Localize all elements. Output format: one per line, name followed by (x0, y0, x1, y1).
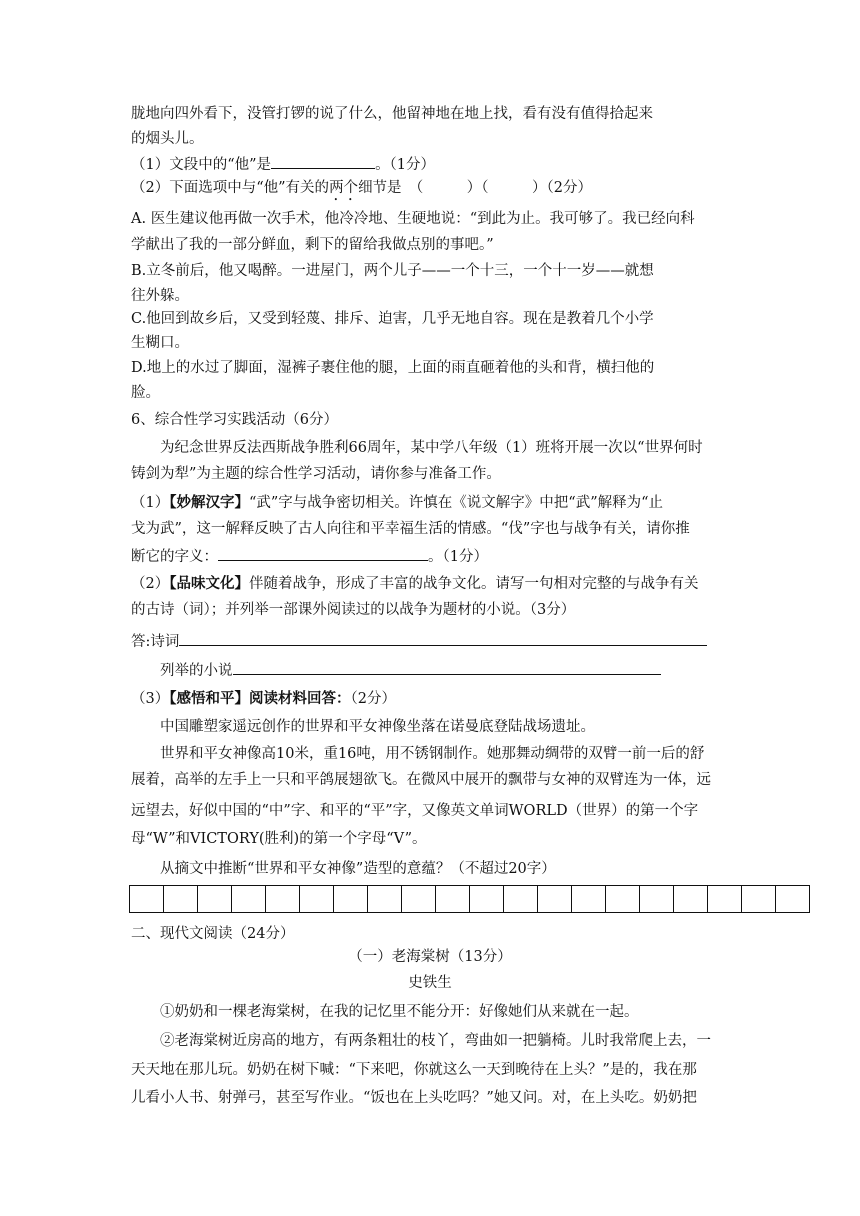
grid-cell[interactable] (435, 885, 470, 913)
grid-cell[interactable] (741, 885, 776, 913)
subquestion-1: （1）【妙解汉字】“武”字与战争密切相关。许慎在《说文解字》中把“武”解释为“止 (131, 494, 664, 511)
grid-cell[interactable] (401, 885, 436, 913)
grid-cell[interactable] (503, 885, 538, 913)
option-d: D.地上的水过了脚面，湿裤子裹住他的腿，上面的雨直砸着他的头和背，横扫他的 (131, 360, 655, 376)
subquestion-3: （3）【感悟和平】阅读材料回答：（2分） (131, 690, 396, 707)
grid-cell[interactable] (265, 885, 300, 913)
grid-cell[interactable] (537, 885, 572, 913)
option-c: C.他回到故乡后，又受到轻蔑、排斥、迫害，几乎无地自容。现在是教着几个小学 (131, 311, 654, 327)
grid-cell[interactable] (367, 885, 402, 913)
grid-cell[interactable] (571, 885, 606, 913)
grid-cell[interactable] (639, 885, 674, 913)
text-line: 的烟头儿。 (131, 131, 204, 147)
question-2: （2）下面选项中与“他”有关的两个细节是 （ ）（ ）（2分） (131, 180, 593, 196)
material-text: 母“W”和VICTORY(胜利)的第一个字母“V”。 (131, 831, 427, 847)
answer-blank[interactable] (233, 659, 661, 675)
grid-cell[interactable] (673, 885, 708, 913)
subquestion-1: 戈为武”，这一解释反映了古人向往和平幸福生活的情感。“伐”字也与战争有关，请你推 (131, 521, 690, 537)
text-line: 胧地向四外看下，没管打锣的说了什么，他留神地在地上找，看有没有值得拾起来 (131, 106, 653, 122)
article-title: （一）老海棠树（13分） (348, 949, 512, 965)
option-b: B.立冬前后，他又喝醉。一进屋门，两个儿子——一个十三，一个十一岁——就想 (131, 263, 654, 279)
answer-poem: 答:诗词 (131, 630, 707, 652)
article-author: 史铁生 (408, 975, 452, 991)
answer-blank[interactable] (218, 545, 428, 561)
paragraph: ②老海棠树近房高的地方，有两条粗壮的枝丫，弯曲如一把躺椅。儿时我常爬上去，一 (160, 1033, 711, 1049)
grid-cell[interactable] (333, 885, 368, 913)
paragraph: 儿看小人书、射弹弓，甚至写作业。“饭也在上头吃吗？”她又问。对，在上头吃。奶奶把 (131, 1090, 697, 1106)
paragraph: ①奶奶和一棵老海棠树，在我的记忆里不能分开：好像她们从来就在一起。 (160, 1004, 639, 1020)
grid-cell[interactable] (197, 885, 232, 913)
material-text: 展着，高举的左手上一只和平鸽展翅欲飞。在微风中展开的飘带与女神的双臂连为一体，远 (131, 772, 711, 788)
section-heading: 二、现代文阅读（24分） (131, 926, 295, 942)
answer-grid[interactable] (129, 885, 810, 913)
grid-cell[interactable] (469, 885, 504, 913)
grid-cell[interactable] (231, 885, 266, 913)
subquestion-2: （2）【品味文化】伴随着战争，形成了丰富的战争文化。请写一句相对完整的与战争有关 (131, 575, 699, 592)
answer-blank[interactable] (179, 630, 707, 646)
material-text: 远望去，好似中国的“中”字、和平的“平”字，又像英文单词WORLD（世界）的第一个字 (131, 803, 699, 819)
subquestion-2: 的古诗（词）；并列举一部课外阅读过的以战争为题材的小说。（3分） (131, 602, 576, 618)
answer-novel: 列举的小说 (160, 659, 661, 681)
grid-cell[interactable] (129, 885, 164, 913)
grid-cell[interactable] (163, 885, 198, 913)
material-text: 世界和平女神像高10米，重16吨，用不锈钢制作。她那舞动绸带的双臂一前一后的舒 (160, 746, 705, 762)
paragraph: 天天地在那儿玩。奶奶在树下喊：“下来吧，你就这么一天到晚待在上头？”是的，我在那 (131, 1062, 697, 1078)
option-a: A. 医生建议他再做一次手术，他冷冷地、生硬地说：“到此为止。我可够了。我已经向科 (131, 211, 695, 227)
subquestion-1: 断它的字义： 。（1分） (131, 545, 488, 567)
material-question: 从摘文中推断“世界和平女神像”造型的意蕴？（不超过20字） (160, 861, 556, 877)
section-heading: 6、综合性学习实践活动（6分） (131, 412, 338, 428)
option-a: 学献出了我的一部分鲜血，剩下的留给我做点别的事吧。” (131, 237, 494, 253)
grid-cell[interactable] (605, 885, 640, 913)
intro-text: 铸剑为犁”为主题的综合性学习活动，请你参与准备工作。 (131, 466, 501, 482)
grid-cell[interactable] (299, 885, 334, 913)
option-b: 往外躲。 (131, 288, 189, 304)
option-d: 脸。 (131, 385, 160, 401)
grid-cell[interactable] (707, 885, 742, 913)
option-c: 生糊口。 (131, 335, 189, 351)
answer-blank[interactable] (271, 153, 375, 169)
question-1: （1）文段中的“他”是 。（1分） (131, 153, 435, 175)
material-text: 中国雕塑家遥远创作的世界和平女神像坐落在诺曼底登陆战场遗址。 (160, 719, 595, 735)
grid-cell[interactable] (775, 885, 810, 913)
intro-text: 为纪念世界反法西斯战争胜利66周年，某中学八年级（1）班将开展一次以“世界何时 (160, 440, 703, 456)
